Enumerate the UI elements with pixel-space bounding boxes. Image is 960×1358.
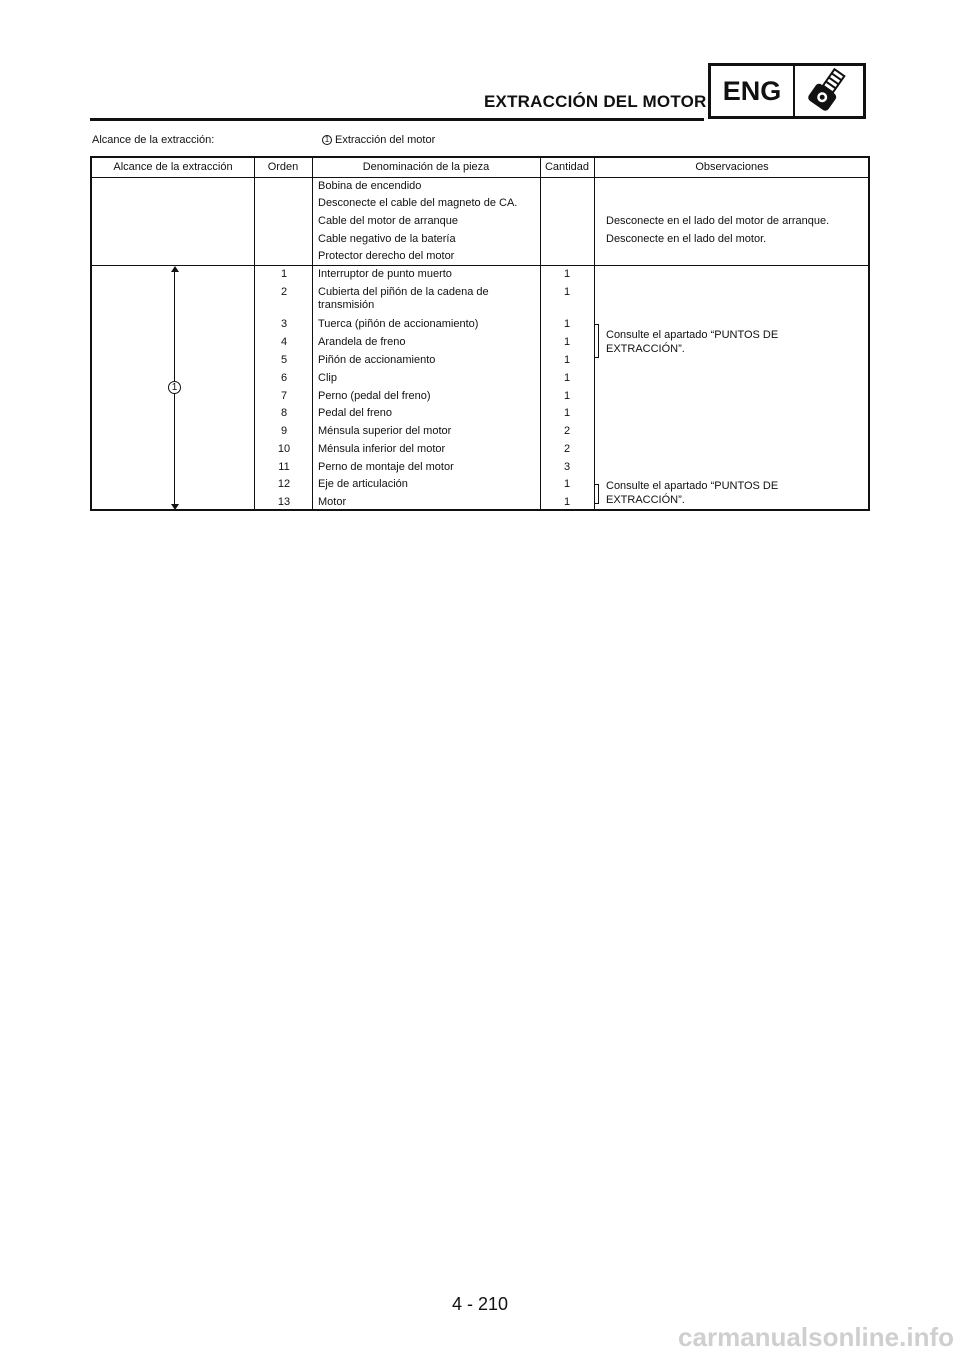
engine-piston-icon xyxy=(795,66,863,116)
row-qty: 1 xyxy=(563,478,571,490)
watermark: carmanualsonline.info xyxy=(678,1322,954,1352)
eng-badge-label: ENG xyxy=(711,66,795,116)
row-name: Perno (pedal del freno) xyxy=(318,390,431,402)
note-line: Consulte el apartado “PUNTOS DE xyxy=(606,480,779,492)
row-name: Motor xyxy=(318,496,347,508)
row-order: 2 xyxy=(280,286,288,298)
scope-marker-circle: 1 xyxy=(168,381,181,394)
row-order: 9 xyxy=(280,425,288,437)
eng-badge xyxy=(708,63,866,119)
row-order: 8 xyxy=(280,407,288,419)
row-qty: 1 xyxy=(563,496,571,508)
row-order: 10 xyxy=(277,443,291,455)
scope-arrow-down-icon xyxy=(171,504,179,510)
scope-label: Alcance de la extracción: xyxy=(92,134,215,146)
note-line: Consulte el apartado “PUNTOS DE xyxy=(606,329,779,341)
row-qty: 1 xyxy=(563,372,571,384)
col-header-qty: Cantidad xyxy=(544,161,590,173)
pre-row-name: Protector derecho del motor xyxy=(318,250,455,262)
header-divider xyxy=(92,177,868,178)
row-name: Ménsula inferior del motor xyxy=(318,443,446,455)
scope-arrow-up-icon xyxy=(171,266,179,272)
col-divider xyxy=(312,158,313,509)
scope-value-group xyxy=(322,134,435,146)
row-order: 7 xyxy=(280,390,288,402)
row-name: Ménsula superior del motor xyxy=(318,425,452,437)
row-order: 4 xyxy=(280,336,288,348)
col-divider xyxy=(254,158,255,509)
note-line: EXTRACCIÓN”. xyxy=(606,343,685,355)
row-order: 5 xyxy=(280,354,288,366)
row-order: 3 xyxy=(280,318,288,330)
row-name: Clip xyxy=(318,372,337,384)
row-name: Tuerca (piñón de accionamiento) xyxy=(318,318,479,330)
col-header-order: Orden xyxy=(267,161,299,173)
col-header-scope: Alcance de la extracción xyxy=(113,161,233,173)
note-bracket xyxy=(594,484,599,504)
page-number: 4 - 210 xyxy=(451,1294,509,1314)
row-name: Perno de montaje del motor xyxy=(318,461,454,473)
pre-row-name: Desconecte el cable del magneto de CA. xyxy=(318,197,518,209)
row-qty: 1 xyxy=(563,318,571,330)
row-order: 6 xyxy=(280,372,288,384)
pre-row-obs: Desconecte en el lado del motor de arranque. xyxy=(606,215,830,227)
row-name: Eje de articulación xyxy=(318,478,408,490)
pre-row-obs: Desconecte en el lado del motor. xyxy=(606,233,767,245)
row-qty: 1 xyxy=(563,286,571,298)
row-qty: 3 xyxy=(563,461,571,473)
row-order: 11 xyxy=(278,461,290,473)
row-qty: 1 xyxy=(563,336,571,348)
row-qty: 2 xyxy=(563,443,571,455)
row-qty: 1 xyxy=(563,268,571,280)
col-header-obs: Observaciones xyxy=(695,161,769,173)
row-qty: 1 xyxy=(563,390,571,402)
row-name: Pedal del freno xyxy=(318,407,392,419)
col-header-name: Denominación de la pieza xyxy=(362,161,490,173)
section-divider xyxy=(92,265,868,266)
section-title: EXTRACCIÓN DEL MOTOR xyxy=(484,92,707,111)
row-order: 13 xyxy=(277,496,291,508)
col-divider xyxy=(540,158,541,509)
row-name-cont: transmisión xyxy=(318,299,375,311)
scope-value: Extracción del motor xyxy=(335,134,436,146)
pre-row-name: Cable negativo de la batería xyxy=(318,233,456,245)
scope-marker: 1 xyxy=(322,135,332,145)
row-qty: 1 xyxy=(563,407,571,419)
removal-table xyxy=(90,156,870,511)
pre-row-name: Bobina de encendido xyxy=(318,180,422,192)
row-name: Piñón de accionamiento xyxy=(318,354,436,366)
row-order: 1 xyxy=(280,268,288,280)
row-qty: 1 xyxy=(563,354,571,366)
row-name: Arandela de freno xyxy=(318,336,406,348)
header-rule xyxy=(90,118,704,121)
row-name: Cubierta del piñón de la cadena de xyxy=(318,286,489,298)
note-line: EXTRACCIÓN”. xyxy=(606,494,685,506)
row-order: 12 xyxy=(277,478,291,490)
row-qty: 2 xyxy=(563,425,571,437)
row-name: Interruptor de punto muerto xyxy=(318,268,452,280)
pre-row-name: Cable del motor de arranque xyxy=(318,215,459,227)
note-bracket xyxy=(594,324,599,358)
